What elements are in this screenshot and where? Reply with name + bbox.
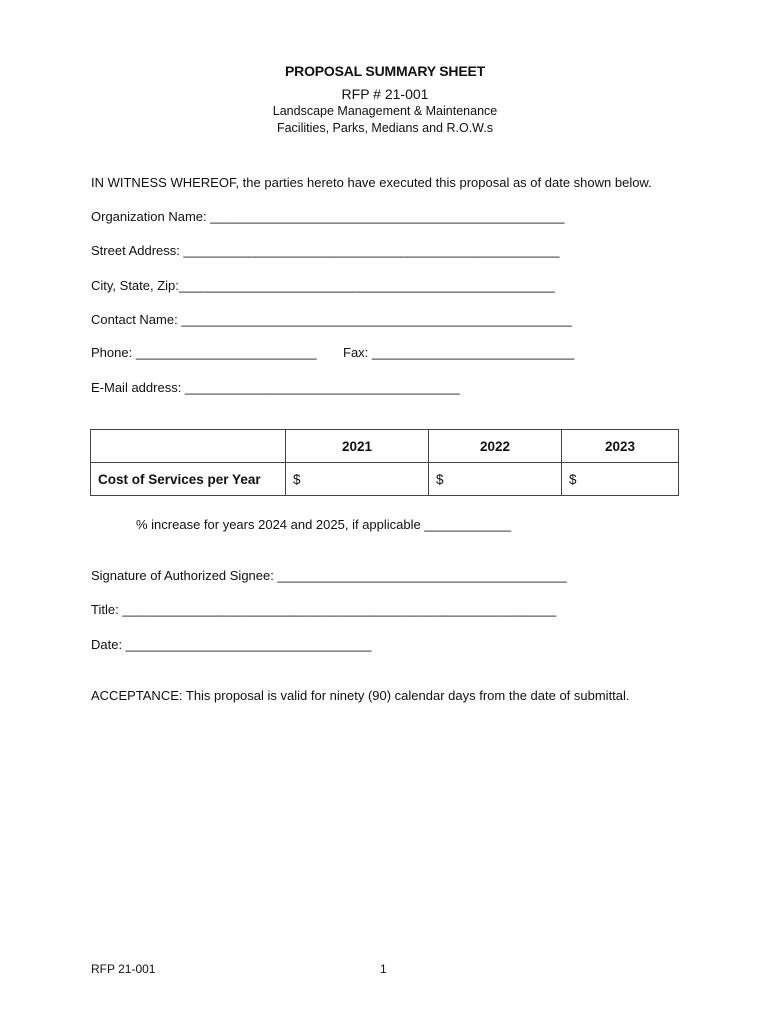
- year-header-2021: 2021: [286, 430, 429, 463]
- subtitle-line-1: Landscape Management & Maintenance: [272, 104, 498, 118]
- page-title: PROPOSAL SUMMARY SHEET: [285, 63, 485, 79]
- table-header-row: [91, 430, 679, 463]
- cost-table: [90, 429, 679, 496]
- footer-doc-id: RFP 21-001: [91, 962, 156, 976]
- row-label: Cost of Services per Year: [91, 463, 286, 496]
- percent-increase-field[interactable]: % increase for years 2024 and 2025, if applicable ____________: [136, 517, 512, 532]
- cost-cell-2021[interactable]: $: [286, 463, 429, 496]
- cost-cell-2023[interactable]: $: [562, 463, 679, 496]
- witness-statement: IN WITNESS WHEREOF, the parties hereto have executed this proposal as of date shown below.: [91, 175, 652, 190]
- table-row: [91, 463, 679, 496]
- fax-field[interactable]: Fax: ____________________________: [343, 345, 575, 360]
- street-address-field[interactable]: Street Address: ____________________________________________________: [91, 243, 560, 258]
- organization-name-field[interactable]: Organization Name: _________________________________________________: [91, 209, 565, 224]
- rfp-number: RFP # 21-001: [341, 86, 429, 102]
- email-field[interactable]: E-Mail address: ______________________________________: [91, 380, 460, 395]
- title-field[interactable]: Title: ____________________________________________________________: [91, 602, 557, 617]
- date-field[interactable]: Date: __________________________________: [91, 637, 372, 652]
- city-state-zip-field[interactable]: City, State, Zip:____________________________________________________: [91, 278, 555, 293]
- acceptance-statement: ACCEPTANCE: This proposal is valid for ninety (90) calendar days from the date of submittal.: [91, 688, 630, 703]
- year-header-2022: 2022: [429, 430, 562, 463]
- year-header-2023: 2023: [562, 430, 679, 463]
- table-corner-cell: [91, 430, 286, 463]
- footer-page-number: 1: [380, 962, 387, 976]
- subtitle-line-2: Facilities, Parks, Medians and R.O.W.s: [276, 121, 494, 135]
- phone-field[interactable]: Phone: _________________________: [91, 345, 317, 360]
- signature-field[interactable]: Signature of Authorized Signee: ________________________________________: [91, 568, 567, 583]
- contact-name-field[interactable]: Contact Name: ______________________________________________________: [91, 312, 572, 327]
- cost-cell-2022[interactable]: $: [429, 463, 562, 496]
